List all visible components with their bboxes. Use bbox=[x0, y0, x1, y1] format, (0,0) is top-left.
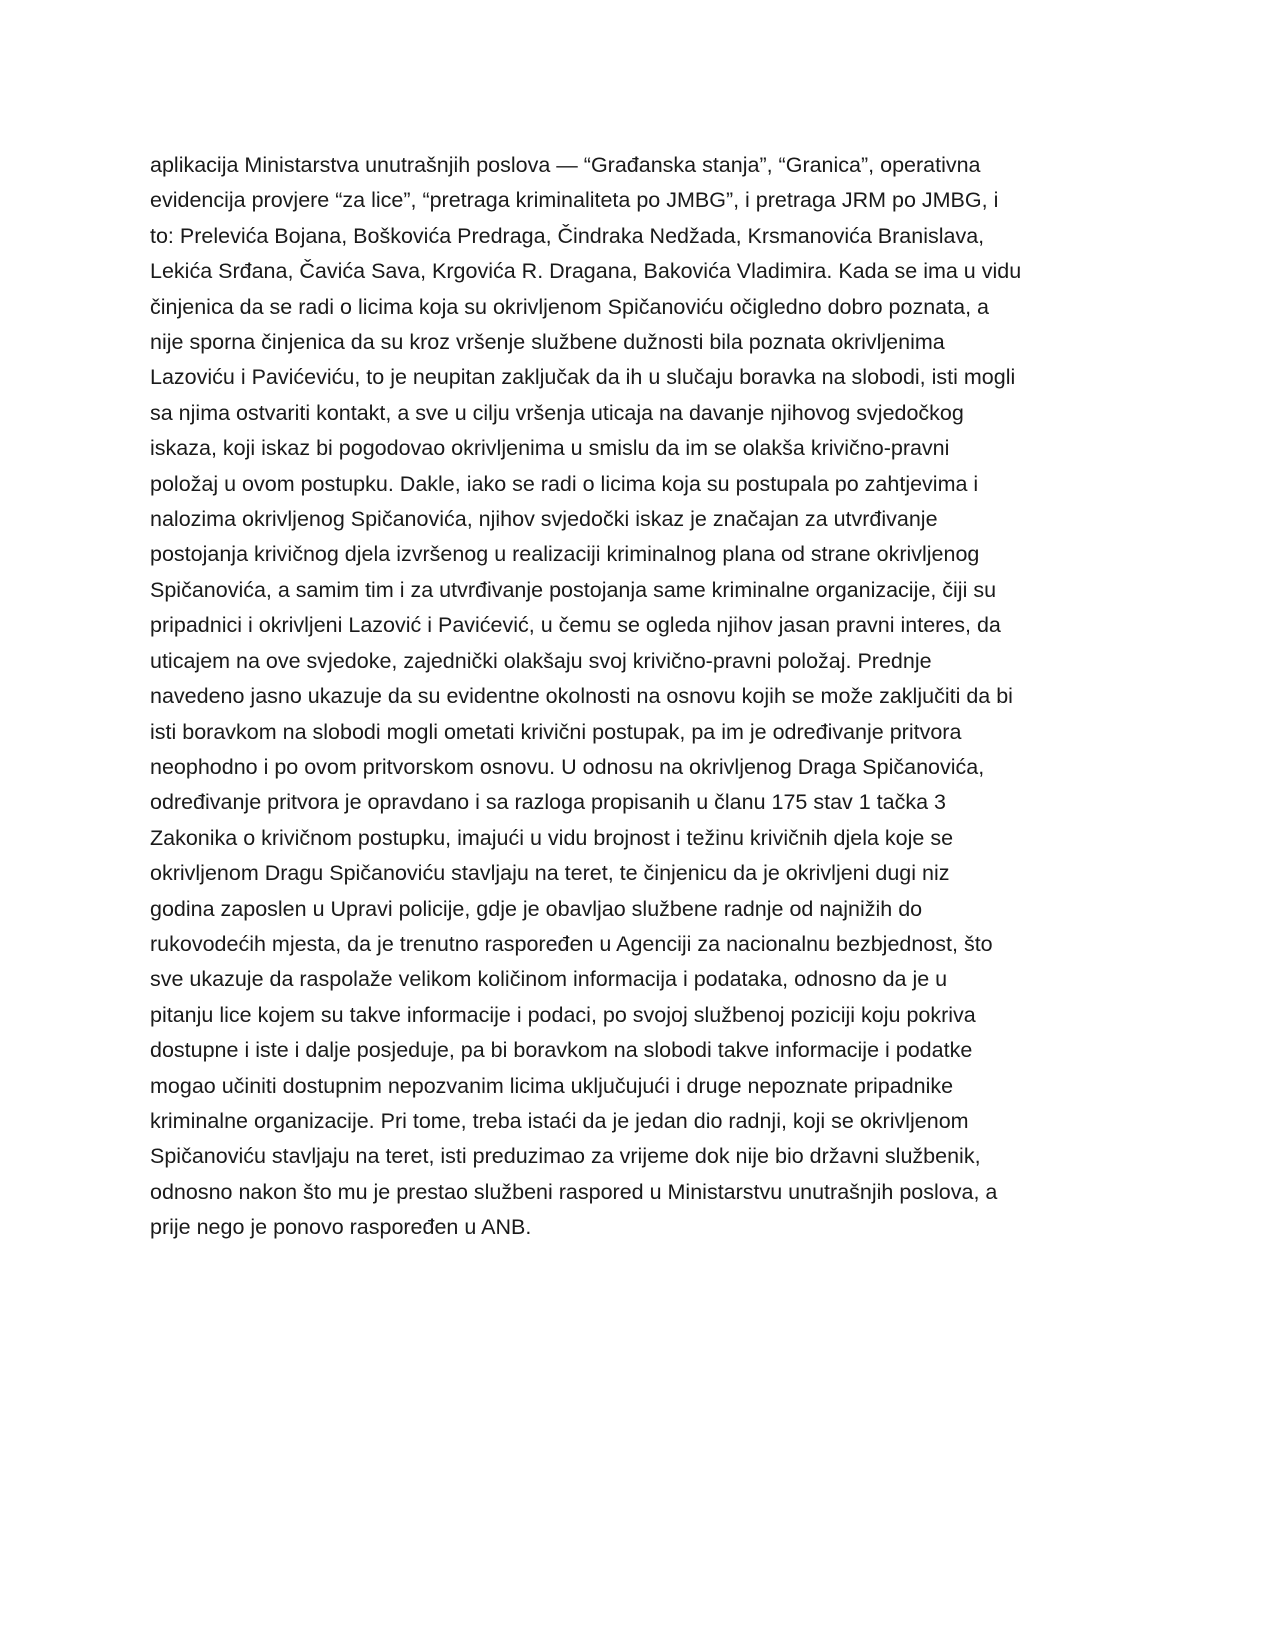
text-line: pripadnici i okrivljeni Lazović i Pavićević, u čemu se ogleda njihov jasan pravni interes, da bbox=[150, 613, 1001, 638]
text-line: okrivljenom Dragu Spičanoviću stavljaju na teret, te činjenicu da je okrivljeni dugi niz bbox=[150, 861, 950, 886]
text-line: isti boravkom na slobodi mogli ometati krivični postupak, pa im je određivanje pritvora bbox=[150, 719, 962, 744]
body-paragraph bbox=[150, 148, 1140, 1246]
text-line: nalozima okrivljenog Spičanovića, njihov svjedočki iskaz je značajan za utvrđivanje bbox=[150, 507, 938, 532]
text-line: dostupne i iste i dalje posjeduje, pa bi boravkom na slobodi takve informacije i podatke bbox=[150, 1038, 973, 1063]
text-line: neophodno i po ovom pritvorskom osnovu. U odnosu na okrivljenog Draga Spičanovića, bbox=[150, 754, 985, 779]
text-line: Spičanovića, a samim tim i za utvrđivanje postojanja same kriminalne organizacije, čiji su bbox=[150, 577, 997, 602]
text-line: uticajem na ove svjedoke, zajednički olakšaju svoj krivično-pravni položaj. Prednje bbox=[150, 648, 932, 673]
text-line: aplikacija Ministarstva unutrašnjih poslova — “Građanska stanja”, “Granica”, operativna bbox=[150, 153, 981, 177]
text-line: Lekića Srđana, Čavića Sava, Krgovića R. Dragana, Bakovića Vladimira. Kada se ima u vidu bbox=[150, 259, 1022, 284]
text-line: rukovodećih mjesta, da je trenutno raspoređen u Agenciji za nacionalnu bezbjednost, što bbox=[150, 931, 993, 956]
text-line: prije nego je ponovo raspoređen u ANB. bbox=[150, 1215, 532, 1240]
text-line: kriminalne organizacije. Pri tome, treba istaći da je jedan dio radnji, koji se okrivljenom bbox=[150, 1108, 969, 1133]
text-line: sve ukazuje da raspolaže velikom količinom informacija i podataka, odnosno da je u bbox=[150, 967, 948, 992]
text-line: odnosno nakon što mu je prestao službeni raspored u Ministarstvu unutrašnjih poslova, a bbox=[150, 1179, 998, 1204]
text-line: mogao učiniti dostupnim nepozvanim licima uključujući i druge nepoznate pripadnike bbox=[150, 1073, 954, 1098]
text-line: iskaza, koji iskaz bi pogodovao okrivljenima u smislu da im se olakša krivično-pravni bbox=[150, 436, 950, 461]
text-line: postojanja krivičnog djela izvršenog u realizaciji kriminalnog plana od strane okrivljenog bbox=[150, 542, 980, 567]
text-line: činjenica da se radi o licima koja su okrivljenom Spičanoviću očigledno dobro poznata, a bbox=[150, 294, 989, 319]
text-line: evidencija provjere “za lice”, “pretraga kriminaliteta po JMBG”, i pretraga JRM po JMBG, i bbox=[150, 188, 999, 213]
text-line: određivanje pritvora je opravdano i sa razloga propisanih u članu 175 stav 1 tačka 3 bbox=[150, 790, 946, 815]
text-line: Zakonika o krivičnom postupku, imajući u vidu brojnost i težinu krivičnih djela koje se bbox=[150, 825, 954, 850]
text-line: godina zaposlen u Upravi policije, gdje je obavljao službene radnje od najnižih do bbox=[150, 896, 923, 921]
text-line: nije sporna činjenica da su kroz vršenje službene dužnosti bila poznata okrivljenima bbox=[150, 330, 945, 355]
text-line: to: Prelevića Bojana, Boškovića Predraga, Čindraka Nedžada, Krsmanovića Branislava, bbox=[150, 223, 985, 248]
text-line: navedeno jasno ukazuje da su evidentne okolnosti na osnovu kojih se može zaključiti da bi bbox=[150, 684, 1013, 709]
text-line: Spičanoviću stavljaju na teret, isti preduzimao za vrijeme dok nije bio državni službenik, bbox=[150, 1144, 981, 1169]
text-line: sa njima ostvariti kontakt, a sve u cilju vršenja uticaja na davanje njihovog svjedočkog bbox=[150, 400, 964, 425]
text-line: položaj u ovom postupku. Dakle, iako se radi o licima koja su postupala po zahtjevima i bbox=[150, 471, 979, 496]
text-line: Lazoviću i Pavićeviću, to je neupitan zaključak da ih u slučaju boravka na slobodi, isti mogli bbox=[150, 365, 1016, 390]
text-line: pitanju lice kojem su takve informacije i podaci, po svojoj službenoj poziciji koju pokriva bbox=[150, 1002, 976, 1027]
